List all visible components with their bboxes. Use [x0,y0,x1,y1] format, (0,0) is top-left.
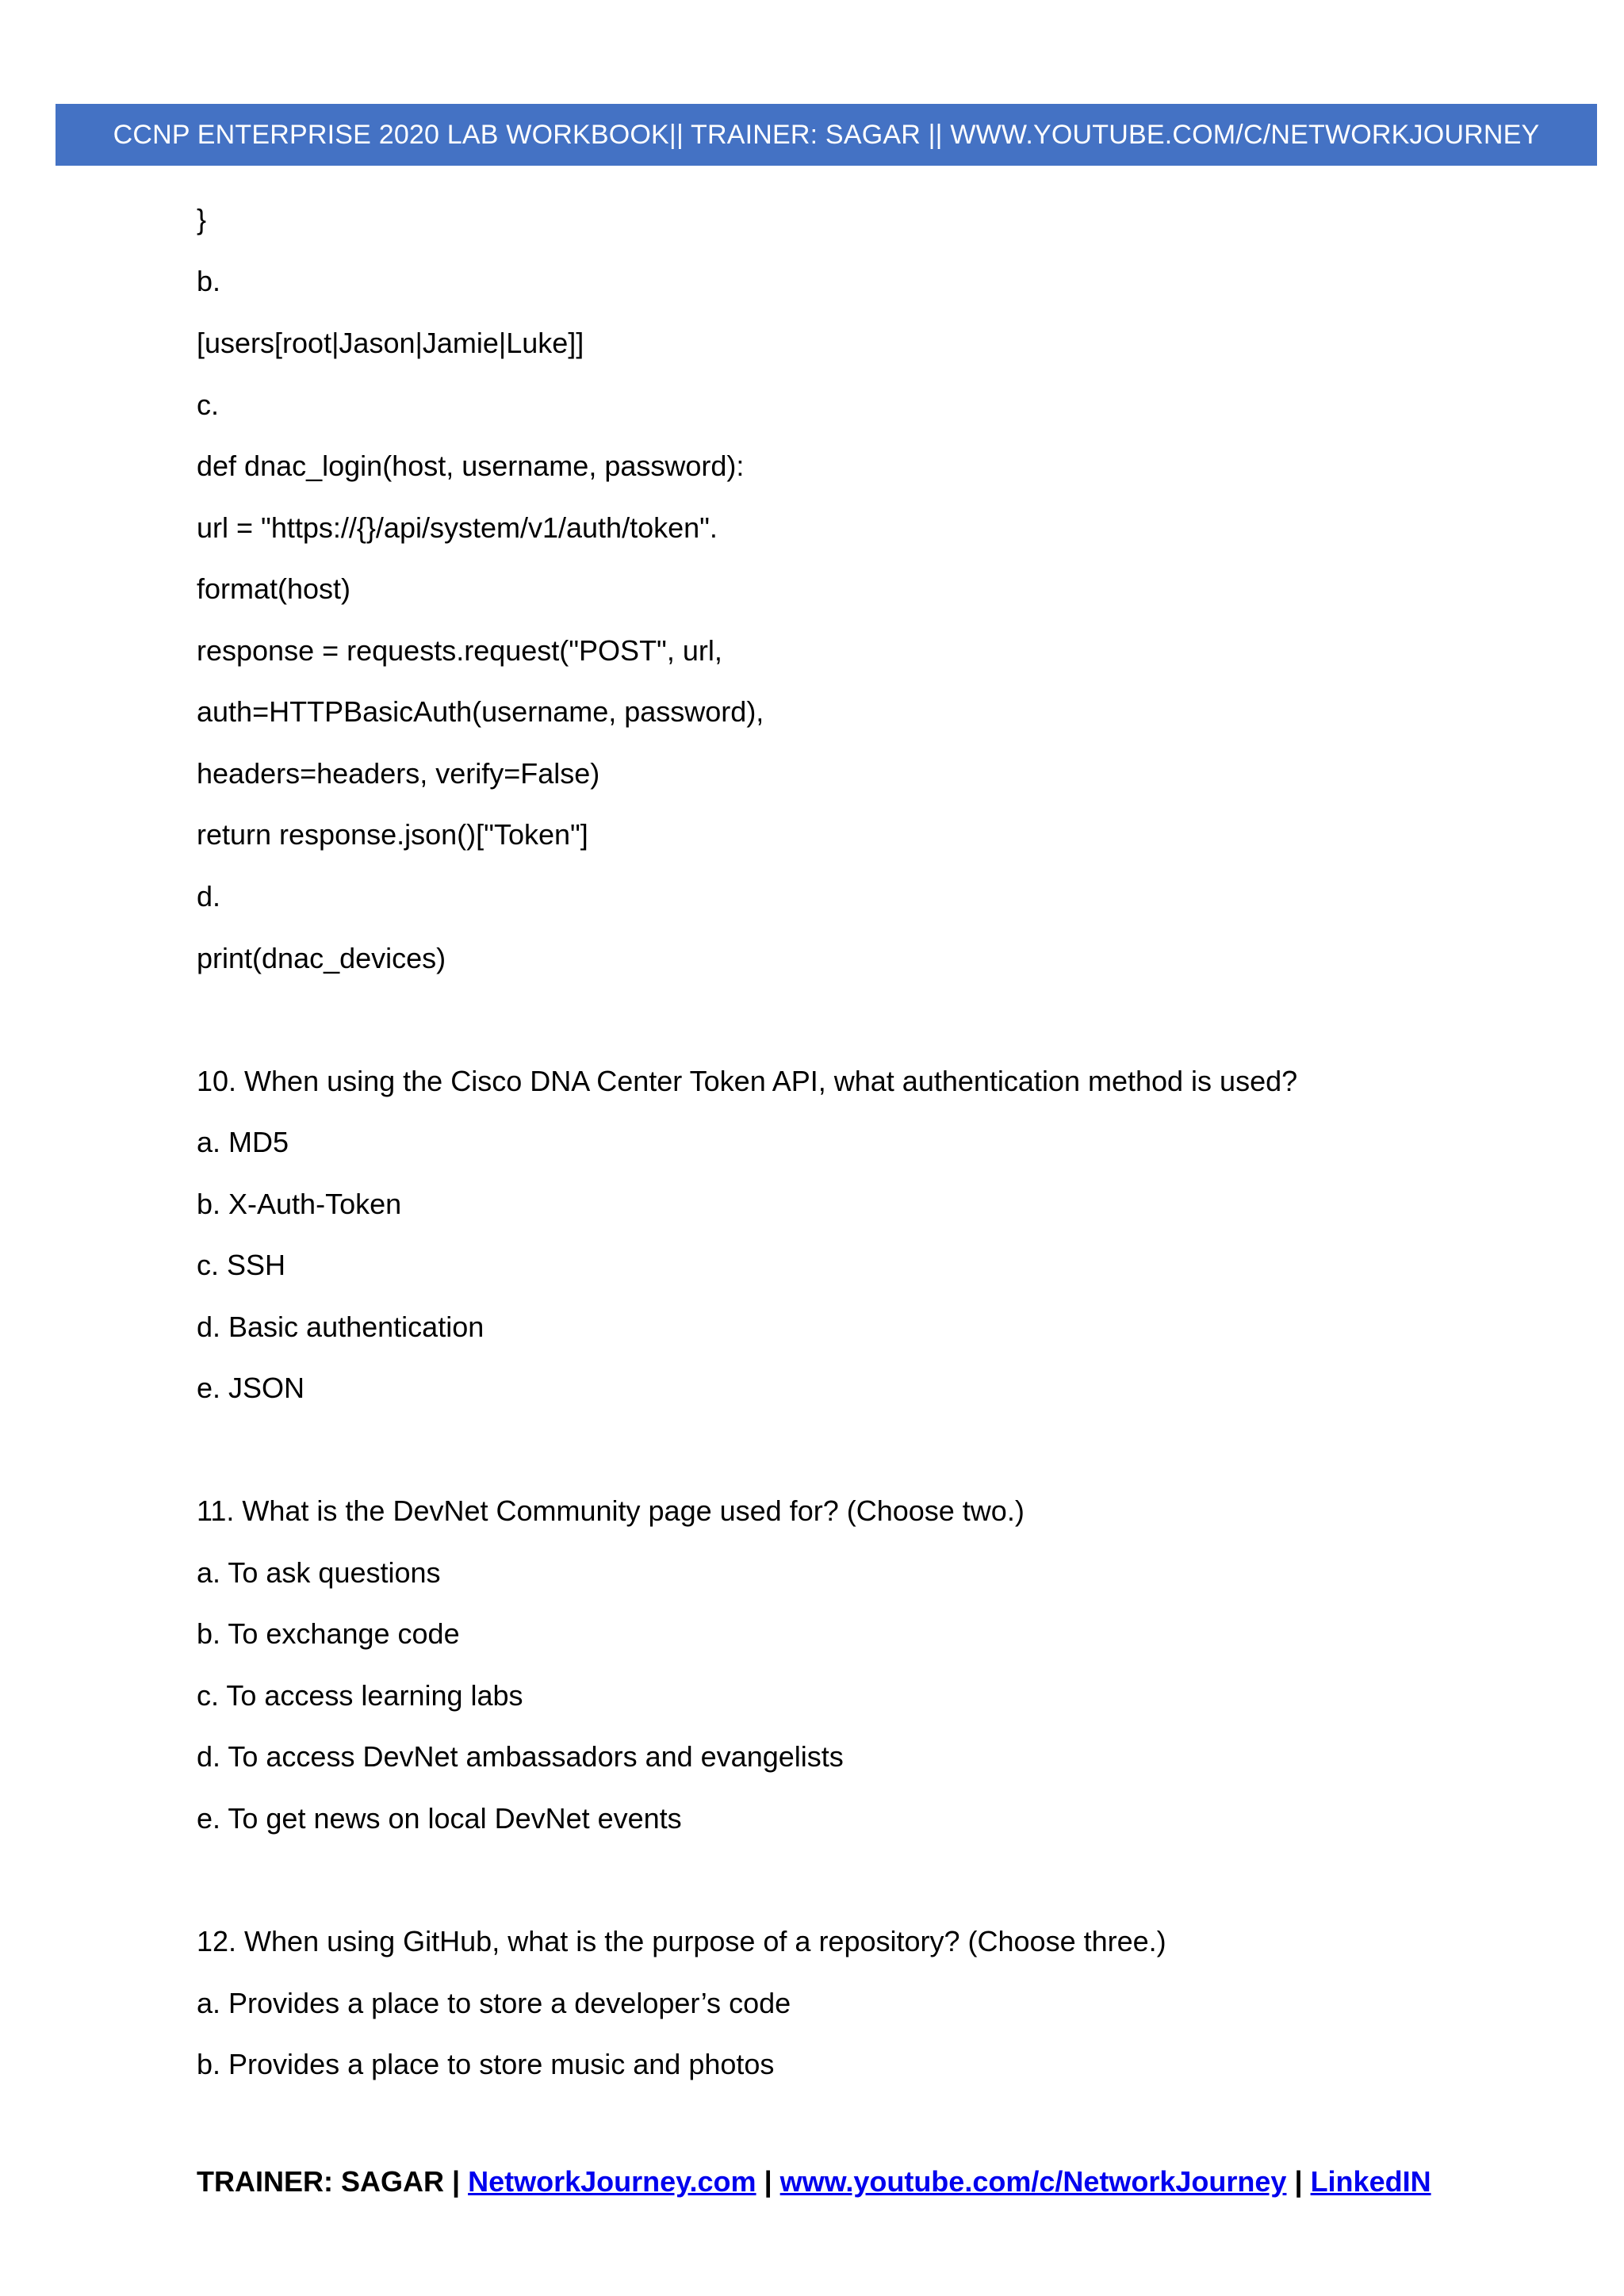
footer-separator: | [452,2165,461,2198]
footer-trainer: TRAINER: SAGAR [197,2165,444,2198]
question-10: 10. When using the Cisco DNA Center Token API, what authentication method is used? [197,1065,1298,1097]
link-linkedin[interactable]: LinkedIN [1310,2165,1431,2198]
code-line: response = requests.request("POST", url, [197,634,722,667]
code-line: format(host) [197,572,351,605]
option-line: b. To exchange code [197,1617,460,1650]
option-line: b. X-Auth-Token [197,1188,402,1220]
answer-label: b. [197,265,221,297]
option-line: e. To get news on local DevNet events [197,1802,682,1835]
link-youtube[interactable]: www.youtube.com/c/NetworkJourney [779,2165,1287,2198]
option-line: c. To access learning labs [197,1679,523,1712]
option-line: a. To ask questions [197,1556,441,1589]
option-line: d. Basic authentication [197,1311,485,1343]
code-line: url = "https://{}/api/system/v1/auth/token". [197,511,718,544]
answer-label: d. [197,880,221,913]
code-line: def dnac_login(host, username, password): [197,450,745,482]
question-11: 11. What is the DevNet Community page used for? (Choose two.) [197,1494,1025,1527]
option-line: a. Provides a place to store a developer’s code [197,1987,791,2019]
question-12: 12. When using GitHub, what is the purpose of a repository? (Choose three.) [197,1925,1166,1957]
option-line: e. JSON [197,1372,305,1404]
footer-separator: | [764,2165,772,2198]
code-line: } [197,203,207,235]
page-header [56,104,1597,166]
answer-label: c. [197,388,220,421]
option-line: b. Provides a place to store music and photos [197,2048,775,2080]
footer-separator: | [1294,2165,1303,2198]
code-line: headers=headers, verify=False) [197,757,600,790]
code-line: return response.json()["Token"] [197,818,588,851]
code-line: [users[root|Jason|Jamie|Luke]] [197,327,584,359]
option-line: d. To access DevNet ambassadors and evangelists [197,1740,844,1773]
link-networkjourney[interactable]: NetworkJourney.com [468,2165,756,2198]
code-line: auth=HTTPBasicAuth(username, password), [197,695,764,728]
code-line: print(dnac_devices) [197,942,446,974]
option-line: c. SSH [197,1249,286,1281]
page-footer [197,2164,1431,2199]
header-title: CCNP ENTERPRISE 2020 LAB WORKBOOK|| TRAINER: SAGAR || WWW.YOUTUBE.COM/C/NETWORKJOURNEY [113,119,1540,150]
option-line: a. MD5 [197,1126,289,1158]
